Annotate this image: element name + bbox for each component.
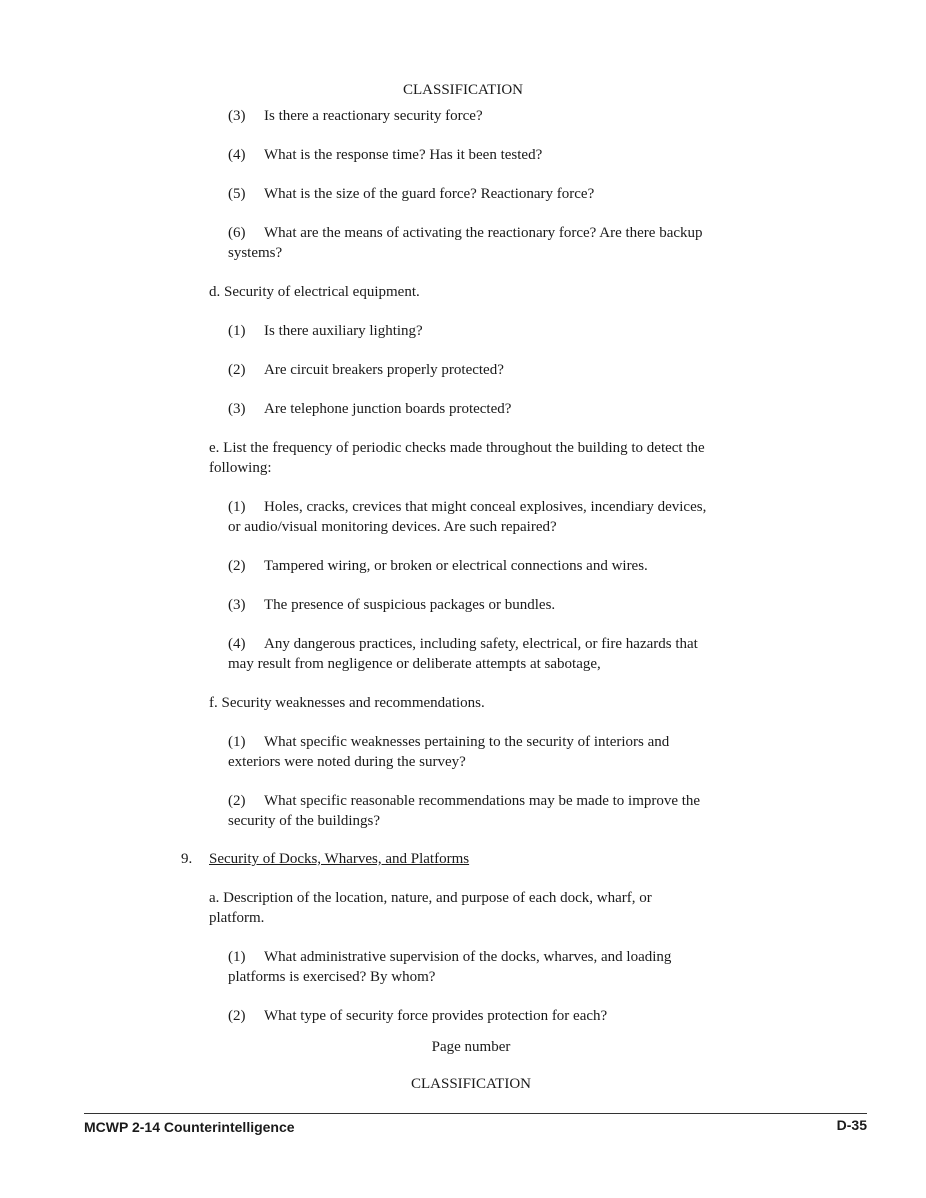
list-item xyxy=(228,1006,607,1026)
list-item xyxy=(228,556,648,576)
item-text-continuation: exteriors were noted during the survey? xyxy=(228,754,466,770)
section-number: 9. xyxy=(181,851,193,867)
item-number: (1) xyxy=(228,734,246,750)
item-number: (3) xyxy=(228,597,246,613)
item-number: (2) xyxy=(228,362,246,378)
list-item xyxy=(228,321,423,341)
section-heading xyxy=(181,849,469,869)
item-number: (3) xyxy=(228,401,246,417)
classification-header: CLASSIFICATION xyxy=(402,82,523,98)
list-item xyxy=(228,595,555,615)
item-text: What type of security force provides protection for each? xyxy=(264,1008,608,1024)
classification-footer: CLASSIFICATION xyxy=(410,1076,531,1092)
item-number: (2) xyxy=(228,793,246,809)
item-text: What is the size of the guard force? Reactionary force? xyxy=(264,186,595,202)
subsection-heading: e. List the frequency of periodic checks made throughout the building to detect the xyxy=(209,440,705,456)
list-item xyxy=(228,399,511,419)
item-text: What specific reasonable recommendations may be made to improve the xyxy=(264,793,701,809)
item-text: What administrative supervision of the docks, wharves, and loading xyxy=(264,949,672,965)
list-item xyxy=(228,791,700,811)
item-text: Tampered wiring, or broken or electrical connections and wires. xyxy=(264,558,648,574)
item-number: (5) xyxy=(228,186,246,202)
item-number: (1) xyxy=(228,499,246,515)
item-number: (3) xyxy=(228,108,246,124)
list-item xyxy=(228,106,483,126)
item-text: Is there auxiliary lighting? xyxy=(264,323,423,339)
item-text-continuation: systems? xyxy=(228,245,283,261)
footer-page-id: D-35 xyxy=(836,1117,867,1133)
item-number: (2) xyxy=(228,558,246,574)
item-text: What specific weaknesses pertaining to the security of interiors and xyxy=(264,734,670,750)
subsection-heading: f. Security weaknesses and recommendations. xyxy=(209,695,485,711)
item-text: Any dangerous practices, including safety, electrical, or fire hazards that xyxy=(264,636,698,652)
item-number: (2) xyxy=(228,1008,246,1024)
item-number: (4) xyxy=(228,147,246,163)
item-text: Holes, cracks, crevices that might conceal explosives, incendiary devices, xyxy=(264,499,707,515)
item-text: What are the means of activating the reactionary force? Are there backup xyxy=(264,225,703,241)
section-title: Security of Docks, Wharves, and Platforms xyxy=(209,851,470,867)
item-text: Is there a reactionary security force? xyxy=(264,108,483,124)
item-text: Are circuit breakers properly protected? xyxy=(264,362,504,378)
item-text: The presence of suspicious packages or bundles. xyxy=(264,597,556,613)
item-text-continuation: platforms is exercised? By whom? xyxy=(228,969,436,985)
list-item xyxy=(228,360,504,380)
list-item xyxy=(228,634,698,654)
item-number: (6) xyxy=(228,225,246,241)
item-number: (4) xyxy=(228,636,246,652)
item-text: What is the response time? Has it been tested? xyxy=(264,147,543,163)
page-number-label: Page number xyxy=(431,1039,511,1055)
list-item xyxy=(228,223,703,243)
item-text: Are telephone junction boards protected? xyxy=(264,401,512,417)
item-text-continuation: may result from negligence or deliberate attempts at sabotage, xyxy=(228,656,601,672)
list-item xyxy=(228,947,671,967)
item-text-continuation: or audio/visual monitoring devices. Are such repaired? xyxy=(228,519,557,535)
subsection-heading-continuation: following: xyxy=(209,460,272,476)
subsection-heading: d. Security of electrical equipment. xyxy=(209,284,420,300)
list-item xyxy=(228,184,594,204)
footer-divider xyxy=(84,1113,867,1114)
footer-document-title: MCWP 2-14 Counterintelligence xyxy=(84,1119,295,1135)
list-item xyxy=(228,145,542,165)
subsection-heading: a. Description of the location, nature, and purpose of each dock, wharf, or xyxy=(209,890,652,906)
item-number: (1) xyxy=(228,323,246,339)
subsection-heading-continuation: platform. xyxy=(209,910,265,926)
list-item xyxy=(228,732,669,752)
item-text-continuation: security of the buildings? xyxy=(228,813,381,829)
list-item xyxy=(228,497,706,517)
item-number: (1) xyxy=(228,949,246,965)
